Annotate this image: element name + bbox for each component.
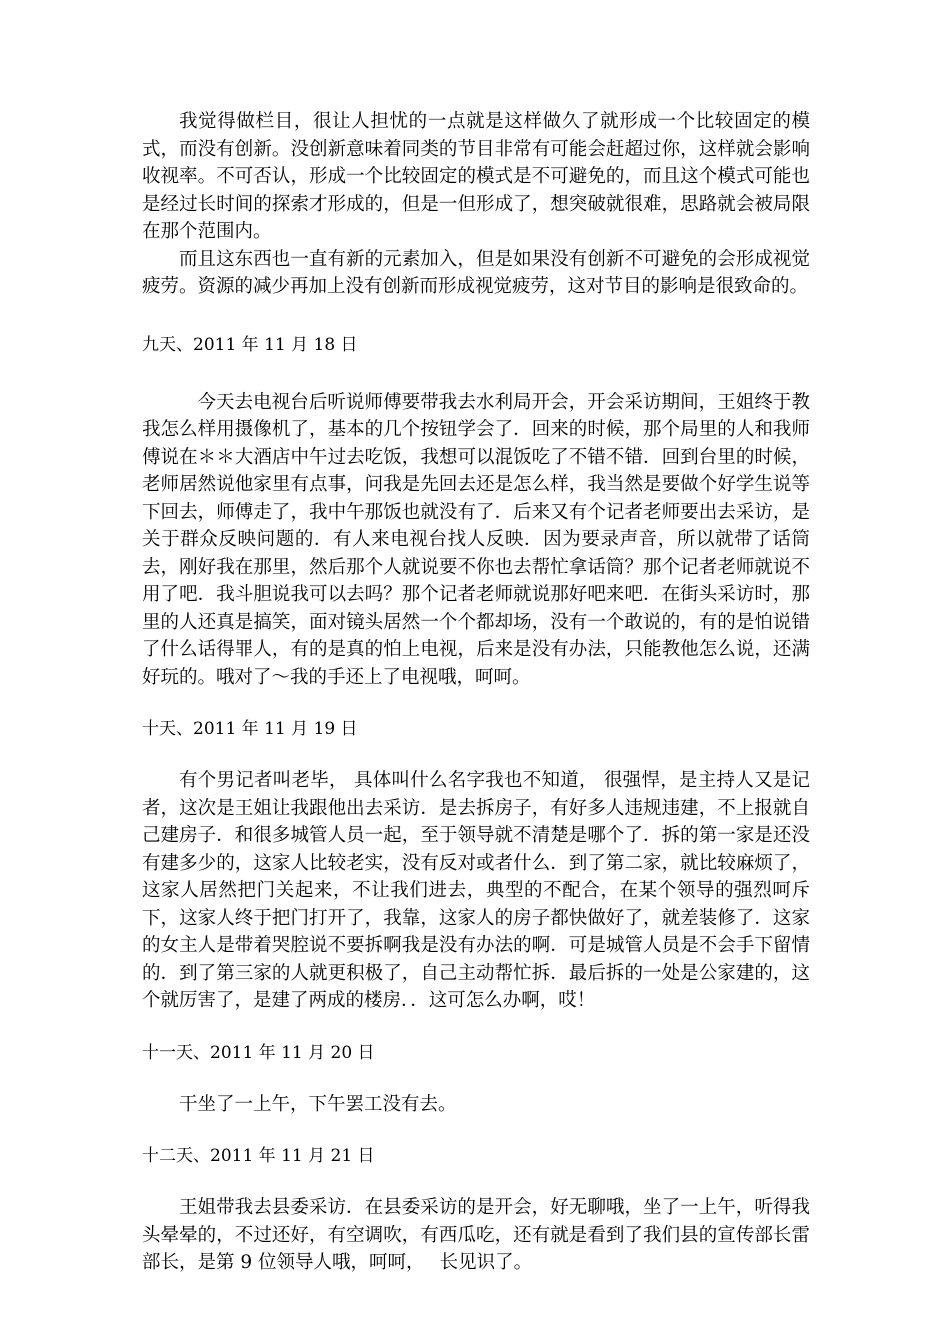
entry-heading-day-9: 九天、2011 年 11 月 18 日: [142, 334, 358, 355]
intro-paragraph-2: 而且这东西也一直有新的元素加入，但是如果没有创新不可避免的会形成视觉疲劳。资源的减少再加上没有创新而形成视觉疲劳，这对节目的影响是很致命的。: [142, 248, 810, 297]
entry-heading-day-11: 十一天、2011 年 11 月 20 日: [142, 1042, 375, 1063]
document-page: [142, 108, 810, 1277]
entry-body-day-9: 今天去电视台后听说师傅要带我去水利局开会，开会采访期间，王姐终于教我怎么样用摄像机了，基本的几个按钮学会了．回来的时候，那个局里的人和我师傅说在＊＊大酒店中午过去吃饭，我想可以混饭吃了不错不错．回到台里的时候，老师居然说他家里有点事，问我是先回去还是怎么样，我当然是要做个好学生说等下回去，师傅走了，我中午那饭也就没有了．后来又有个记者老师要出去采访，是关于群众反映问题的．有人来电视台找人反映．因为要录声音，所以就带了话筒去，刚好我在那里，然后那个人就说要不你也去帮忙拿话筒？那个记者老师就说不用了吧．我斗胆说我可以去吗？那个记者老师就说那好吧来吧．在街头采访时，那里的人还真是搞笑，面对镜头居然一个个都却场，没有一个敢说的，有的是怕说错了什么话得罪人，有的是真的怕上电视，后来是没有办法，只能教他怎么说，还满好玩的。哦对了～我的手还上了电视哦，呵呵。: [142, 391, 810, 688]
entry-heading-day-10: 十天、2011 年 11 月 19 日: [142, 719, 358, 739]
entry-body-day-11: 干坐了一上午，下午罢工没有去。: [179, 1093, 457, 1115]
entry-body-day-10: 有个男记者叫老毕， 具体叫什么名字我也不知道， 很强悍，是主持人又是记者，这次是王姐让我跟他出去采访．是去拆房子，有好多人违规违建，不上报就自己建房子．和很多城管人员一起，至于领导就不清楚是哪个了．拆的第一家是还没有建多少的，这家人比较老实，没有反对或者什么．到了第二家，就比较麻烦了，这家人居然把门关起来，不让我们进去，典型的不配合，在某个领导的强烈呵斥下，这家人终于把门打开了，我靠，这家人的房子都快做好了，就差装修了．这家的女主人是带着哭腔说不要拆啊我是没有办法的啊．可是城管人员是不会手下留情的．到了第三家的人就更积极了，自己主动帮忙拆．最后拆的一处是公家建的，这个就厉害了，是建了两成的楼房．．这可怎么办啊，哎！: [142, 770, 810, 1011]
intro-paragraph-1: 我觉得做栏目，很让人担忧的一点就是这样做久了就形成一个比较固定的模式，而没有创新。没创新意味着同类的节目非常有可能会赶超过你，这样就会影响收视率。不可否认，形成一个比较固定的模式是不可避免的，而且这个模式可能也是经过长时间的探索才形成的，但是一但形成了，想突破就很难，思路就会被局限在那个范围内。: [142, 111, 810, 242]
entry-heading-day-12: 十二天、2011 年 11 月 21 日: [142, 1146, 375, 1166]
entry-body-day-12: 王姐带我去县委采访．在县委采访的是开会，好无聊哦，坐了一上午，听得我头晕晕的，不过还好，有空调吹，有西瓜吃，还有就是看到了我们县的宣传部长雷部长，是第 9 位领导人哦，呵呵， 长见识了。: [142, 1197, 810, 1273]
